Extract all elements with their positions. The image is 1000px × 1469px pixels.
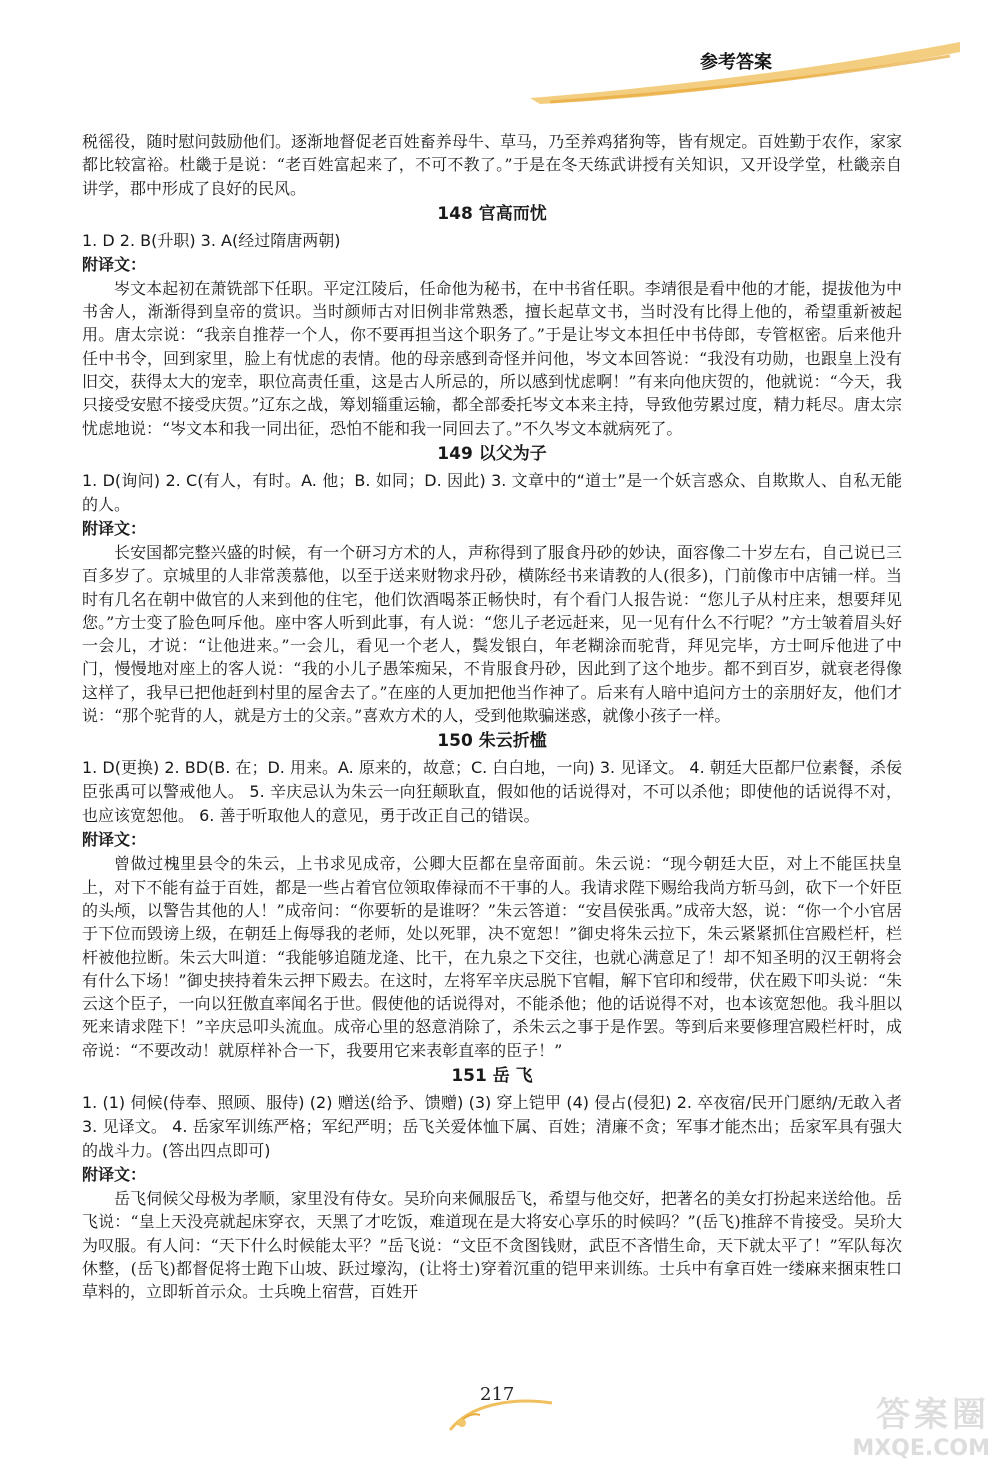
translation-148: 岑文本起初在萧铣部下任职。平定江陵后，任命他为秘书，在中书省任职。李靖很是看中他的才能，提拔他为中书舍人，渐渐得到皇帝的赏识。当时颜师古对旧例非常熟悉，擅长起草文书，当时没有比得上他的，希望重新被起用。唐太宗说：“我亲自推荐一个人，你不要再担当这个职务了。”于是让岑文本担任中书侍郎，专管枢密。后来他升任中书令，回到家里，脸上有忧虑的表情。他的母亲感到奇怪并问他，岑文本回答说：“我没有功勋，也跟皇上没有旧交，获得太大的宠幸，职位高责任重，这是古人所忌的，所以感到忧虑啊！”有来向他庆贺的，他就说：“今天，我只接受安慰不接受庆贺。”辽东之战，筹划辎重运输，都全部委托岑文本来主持，导致他劳累过度，精力耗尽。唐太宗忧虑地说：“岑文本和我一同出征，恐怕不能和我一同回去了。”不久岑文本就病死了。 [82,278,902,438]
answers-151: 1. (1) 伺候(侍奉、照顾、服侍) (2) 赠送(给予、馈赠) (3) 穿上铠甲 (4) 侵占(侵犯) 2. 卒夜宿/民开门愿纳/无敢入者 3. 见译文。 4. 岳家军训练严格；军纪严明；岳飞关爱体恤下属、百姓；清廉不贪；军事才能杰出；岳家军具有强大的战斗力。(答出四点即可) [82,1093,902,1161]
translation-149: 长安国都完整兴盛的时候，有一个研习方术的人，声称得到了服食丹砂的妙诀，面容像二十岁左右，自己说已三百多岁了。京城里的人非常羡慕他，以至于送来财物求丹砂，横陈经书来请教的人(很多)，门前像市中店铺一样。当时有几名在朝中做官的人来到他的住宅，他们饮酒喝茶正畅快时，有个看门人报告说：“您儿子从村庄来，想要拜见您。”方士变了脸色呵斥他。座中客人听到此事，有人说：“您儿子老远赶来，见一见有什么不行呢？”方士皱着眉头好一会儿，才说：“让他进来。”一会儿，看见一个老人，鬓发银白，年老糊涂而驼背，拜见完毕，方士呵斥他进了中门，慢慢地对座上的客人说：“我的小儿子愚笨痴呆，不肯服食丹砂，因此到了这个地步。都不到百岁，就衰老得像这样了，我早已把他赶到村里的屋舍去了。”在座的人更加把他当作神了。后来有人暗中追问方士的亲朋好友，他们才说：“那个驼背的人，就是方士的父亲。”喜欢方术的人，受到他欺骗迷惑，就像小孩子一样。 [82,542,902,726]
translation-label-148: 附译文： [82,254,147,274]
answers-150: 1. D(更换) 2. BD(B. 在；D. 用来。A. 原来的，故意；C. 白白地，一向) 3. 见译文。 4. 朝廷大臣都尸位素餐，杀佞臣张禹可以警戒他人。 5. 辛庆忌认为朱云一向狂颠耿直，假如他的话说得对，不可以杀他；即使他的话说得不对，也应该宽恕他。 6. 善于听取他人的意见，勇于改正自己的错误。 [82,758,902,826]
section-heading-149: 149 以父为子 [437,443,547,464]
page-content [82,130,902,1304]
intro-paragraph: 税徭役，随时慰问鼓励他们。逐渐地督促老百姓畜养母牛、草马，乃至养鸡猪狗等，皆有规定。百姓勤于农作，家家都比较富裕。杜畿于是说：“老百姓富起来了，不可不教了。”于是在冬天练武讲授有关知识，又开设学堂，杜畿亲自讲学，郡中形成了良好的民风。 [82,132,902,198]
header-title: 参考答案 [700,52,772,73]
watermark-url: MXQE.COM [852,1436,990,1461]
translation-151: 岳飞伺候父母极为孝顺，家里没有侍女。吴玠向来佩服岳飞，希望与他交好，把著名的美女打扮起来送给他。岳飞说：“皇上天没亮就起床穿衣，天黑了才吃饭，难道现在是大将安心享乐的时候吗？”(岳飞)推辞不肯接受。吴玠大为叹服。有人问：“天下什么时候能太平？”岳飞说：“文臣不贪图钱财，武臣不吝惜生命，天下就太平了！”军队每次休整，(岳飞)都督促将士跑下山坡、跃过壕沟，(让将士)穿着沉重的铠甲来训练。士兵中有拿百姓一缕麻来捆束牲口草料的，立即斩首示众。士兵晚上宿营，百姓开 [82,1189,902,1302]
translation-label-150: 附译文： [82,830,147,850]
translation-150: 曾做过槐里县令的朱云，上书求见成帝，公卿大臣都在皇帝面前。朱云说：“现今朝廷大臣，对上不能匡扶皇上，对下不能有益于百姓，都是一些占着官位领取俸禄而不干事的人。我请求陛下赐给我尚方斩马剑，砍下一个奸臣的头颅，以警告其他的人！”成帝问：“你要斩的是谁呀？”朱云答道：“安昌侯张禹。”成帝大怒，说：“你一个小官居于下位而毁谤上级，在朝廷上侮辱我的老师，处以死罪，决不宽恕！”御史将朱云拉下，朱云紧紧抓住宫殿栏杆，栏杆被他拉断。朱云大叫道：“我能够追随龙逄、比干，在九泉之下交往，也就心满意足了！却不知圣明的汉王朝将会有什么下场！”御史挟持着朱云押下殿去。在这时，左将军辛庆忌脱下官帽，解下官印和绶带，伏在殿下叩头说：“朱云这个臣子，一向以狂傲直率闻名于世。假使他的话说得对，不能杀他；他的话说得不对，也本该宽恕他。我斗胆以死来请求陛下！”辛庆忌叩头流血。成帝心里的怒意消除了，杀朱云之事于是作罢。等到后来要修理宫殿栏杆时，成帝说：“不要改动！就原样补合一下，我要用它来表彰直率的臣子！” [82,854,902,1060]
answers-148: 1. D 2. B(升职) 3. A(经过隋唐两朝) [82,230,341,250]
section-heading-151: 151 岳 飞 [451,1066,533,1087]
answers-149: 1. D(询问) 2. C(有人，有时。A. 他；B. 如同；D. 因此) 3. 文章中的“道士”是一个妖言惑众、自欺欺人、自私无能的人。 [82,470,902,514]
translation-label-151: 附译文： [82,1165,147,1185]
section-heading-148: 148 官高而忧 [437,203,547,224]
section-heading-150: 150 朱云折槛 [437,731,547,752]
translation-label-149: 附译文： [82,518,147,538]
watermark-text: 答案圈 [876,1395,990,1435]
watermark-logo [852,1387,990,1461]
page-number: 217 [480,1384,515,1405]
